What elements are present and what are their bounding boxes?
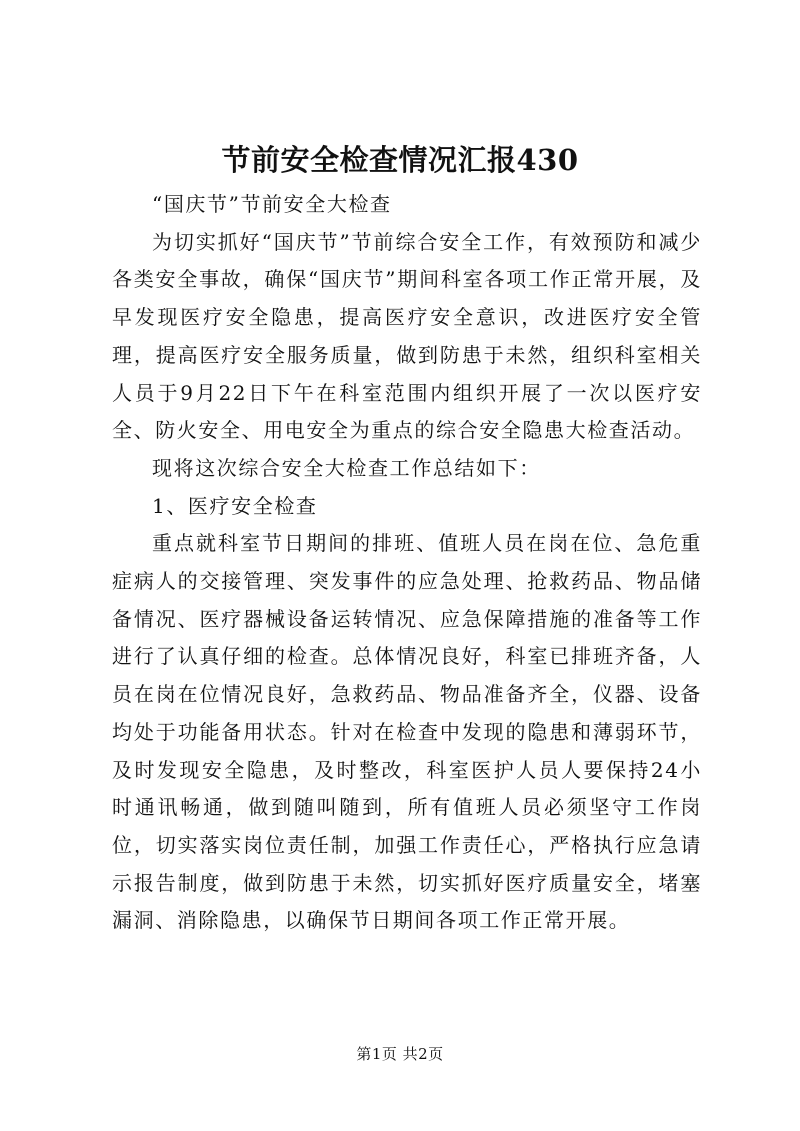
page-number-footer: 第1页 共2页 — [356, 1045, 444, 1063]
section-heading-medical-safety: 1、医疗安全检查 — [152, 493, 318, 518]
document-body — [112, 186, 702, 940]
medical-safety-paragraph: 重点就科室节日期间的排班、值班人员在岗在位、急危重症病人的交接管理、突发事件的应急处理、抢救药品、物品储备情况、医疗器械设备运转情况、应急保障措施的准备等工作进行了认真仔细的检查。总体情况良好，科室已排班齐备，人员在岗在位情况良好，急救药品、物品准备齐全，仪器、设备均处于功能备用状态。针对在检查中发现的隐患和薄弱环节，及时发现安全隐患，及时整改，科室医护人员人要保持24小时通讯畅通，做到随叫随到，所有值班人员必须坚守工作岗位，切实落实岗位责任制，加强工作责任心，严格执行应急请示报告制度，做到防患于未然，切实抓好医疗质量安全，堵塞漏洞、消除隐患，以确保节日期间各项工作正常开展。 — [112, 531, 702, 933]
intro-paragraph: 为切实抓好“国庆节”节前综合安全工作，有效预防和减少各类安全事故，确保“国庆节”期间科室各项工作正常开展，及早发现医疗安全隐患，提高医疗安全意识，改进医疗安全管理，提高医疗安全服务质量，做到防患于未然，组织科室相关人员于9月22日下午在科室范围内组织开展了一次以医疗安全、防火安全、用电安全为重点的综合安全隐患大检查活动。 — [112, 229, 702, 443]
page-title: 节前安全检查情况汇报430 — [221, 143, 579, 177]
subtitle-paragraph: “国庆节”节前安全大检查 — [152, 192, 392, 216]
summary-intro-paragraph: 现将这次综合安全大检查工作总结如下： — [152, 455, 541, 480]
